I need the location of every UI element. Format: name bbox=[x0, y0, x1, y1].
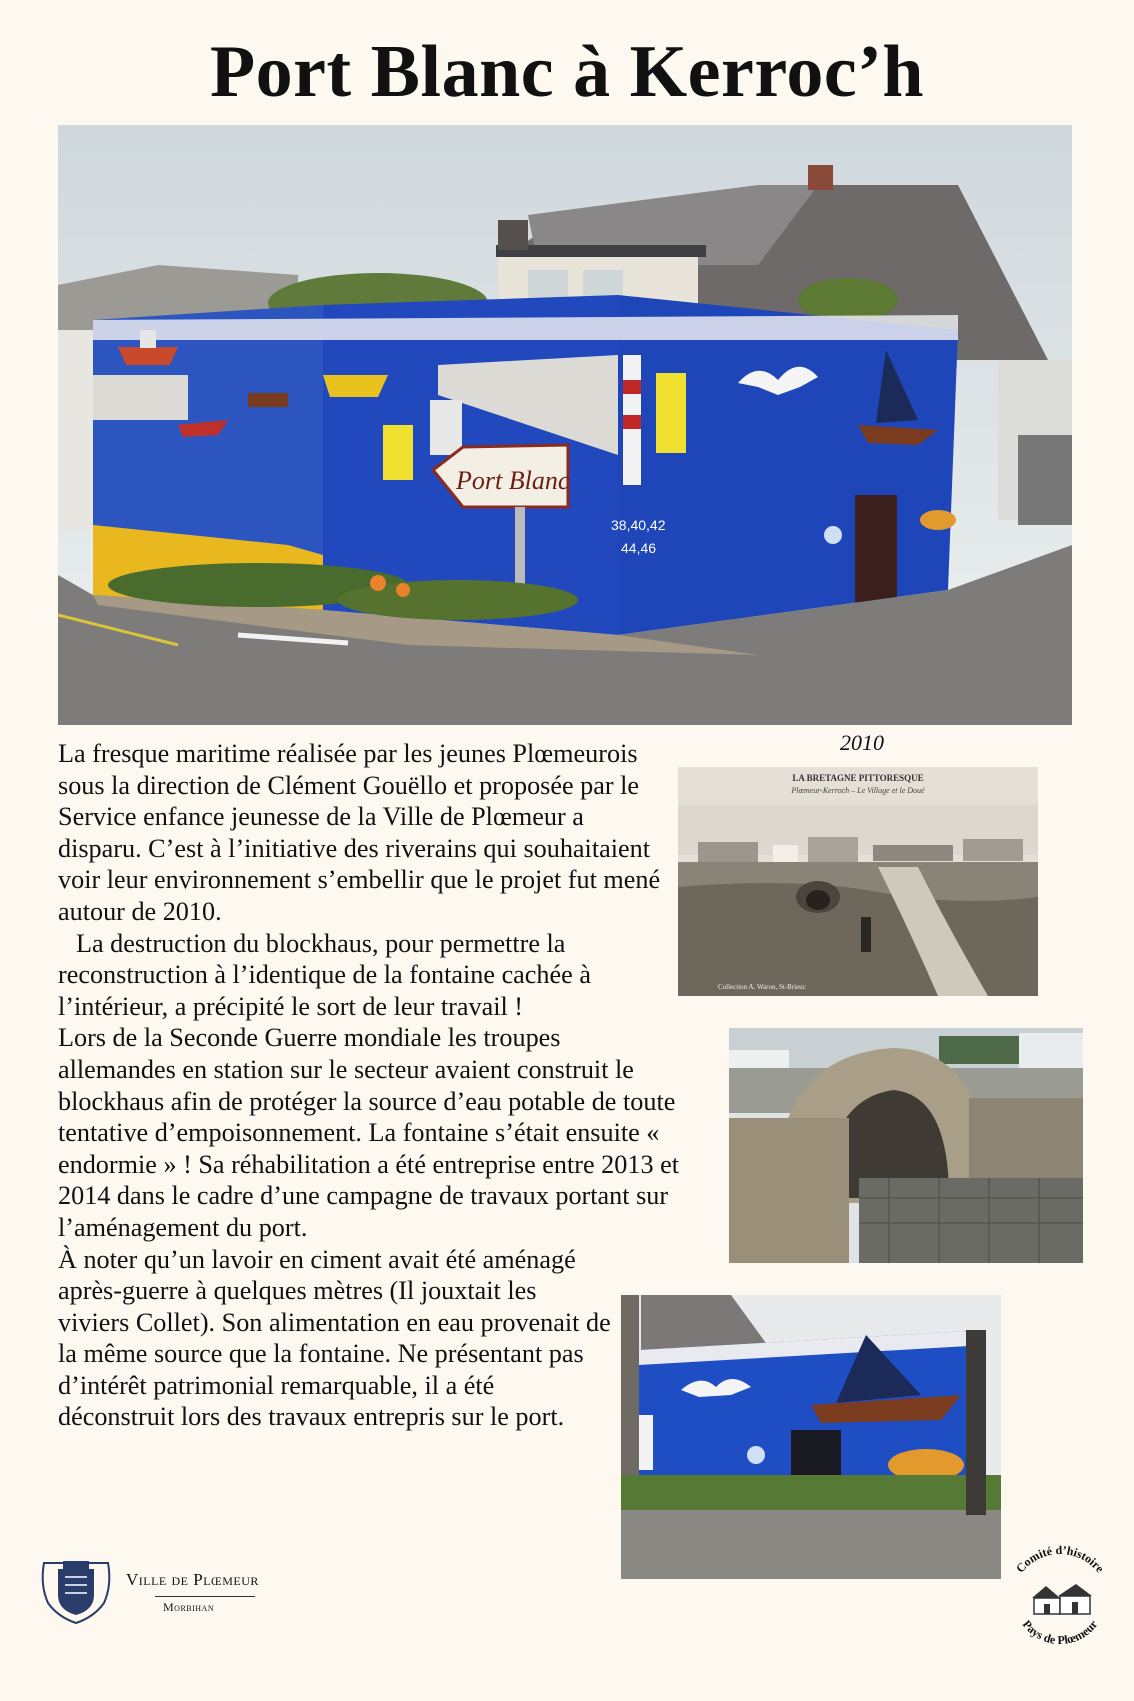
comite-top-text: Comité d’histoire bbox=[1013, 1542, 1108, 1576]
postcard-photo bbox=[678, 767, 1038, 996]
sign-text: Port Blanc bbox=[456, 466, 570, 495]
postcard-header: LA BRETAGNE PITTORESQUE bbox=[792, 773, 924, 783]
paragraph-4: À noter qu’un lavoir en ciment avait été aménagé après-guerre à quelques mètres (Il jouxtait les viviers Collet). Son alimentation en eau provenait de la même source que la fontaine. Ne présentant pas d’intérêt patrimonial remarquable, il a été déconstruit lors des travaux entrepris sur le port. bbox=[58, 1244, 611, 1432]
body-text bbox=[58, 738, 688, 1433]
wall-numbers-1: 38,40,42 bbox=[611, 517, 666, 533]
house-icon bbox=[1032, 1584, 1092, 1614]
comite-bottom-text: Pays de Plœmeur bbox=[1019, 1617, 1101, 1648]
paragraph-1: La fresque maritime réalisée par les jeunes Plœmeurois sous la direction de Clément Gouëllo et proposée par le Service enfance jeunesse de la Ville de Plœmeur a disparu. C’est à l’initiative des riverains qui souhaitaient voir leur environnement s’embellir que le projet fut mené autour de 2010. bbox=[58, 739, 661, 926]
comite-histoire-logo bbox=[1002, 1540, 1118, 1656]
ville-departement: Morbihan bbox=[163, 1600, 215, 1614]
paragraph-3: Lors de la Seconde Guerre mondiale les troupes allemandes en station sur le secteur avaient construit le blockhaus afin de protéger la source d’eau potable de toute tentative d’empoisonnement. La fontaine s’était ensuite « endormie » ! Sa réhabilitation a été entreprise entre 2013 et 2014 dans le cadre d’une campagne de travaux portant sur l’aménagement du port. bbox=[58, 1023, 679, 1242]
photo-caption-year: 2010 bbox=[840, 730, 884, 755]
svg-text:Pays de Plœmeur bbox=[1020, 1617, 1101, 1647]
page-title: Port Blanc à Kerroc’h bbox=[209, 31, 924, 113]
main-photo bbox=[58, 125, 1072, 725]
wall-numbers-2: 44,46 bbox=[621, 540, 657, 556]
fountain-photo bbox=[729, 1028, 1083, 1263]
svg-text:Comité d’histoire bbox=[1013, 1543, 1108, 1576]
paragraph-2: La destruction du blockhaus, pour permettre la reconstruction à l’identique de la fontaine cachée à l’intérieur, a précipité le sort de leur travail ! bbox=[58, 928, 591, 1021]
postcard-credit: Collection A. Waron, St-Brieuc bbox=[718, 983, 806, 991]
ploemeur-crest-icon bbox=[38, 1555, 278, 1625]
postcard-subheader: Plœmeur-Kerroch – Le Village et le Doué bbox=[791, 786, 925, 795]
ville-divider bbox=[155, 1596, 255, 1597]
ville-ploemeur-name: Ville de Plœmeur bbox=[126, 1570, 259, 1589]
